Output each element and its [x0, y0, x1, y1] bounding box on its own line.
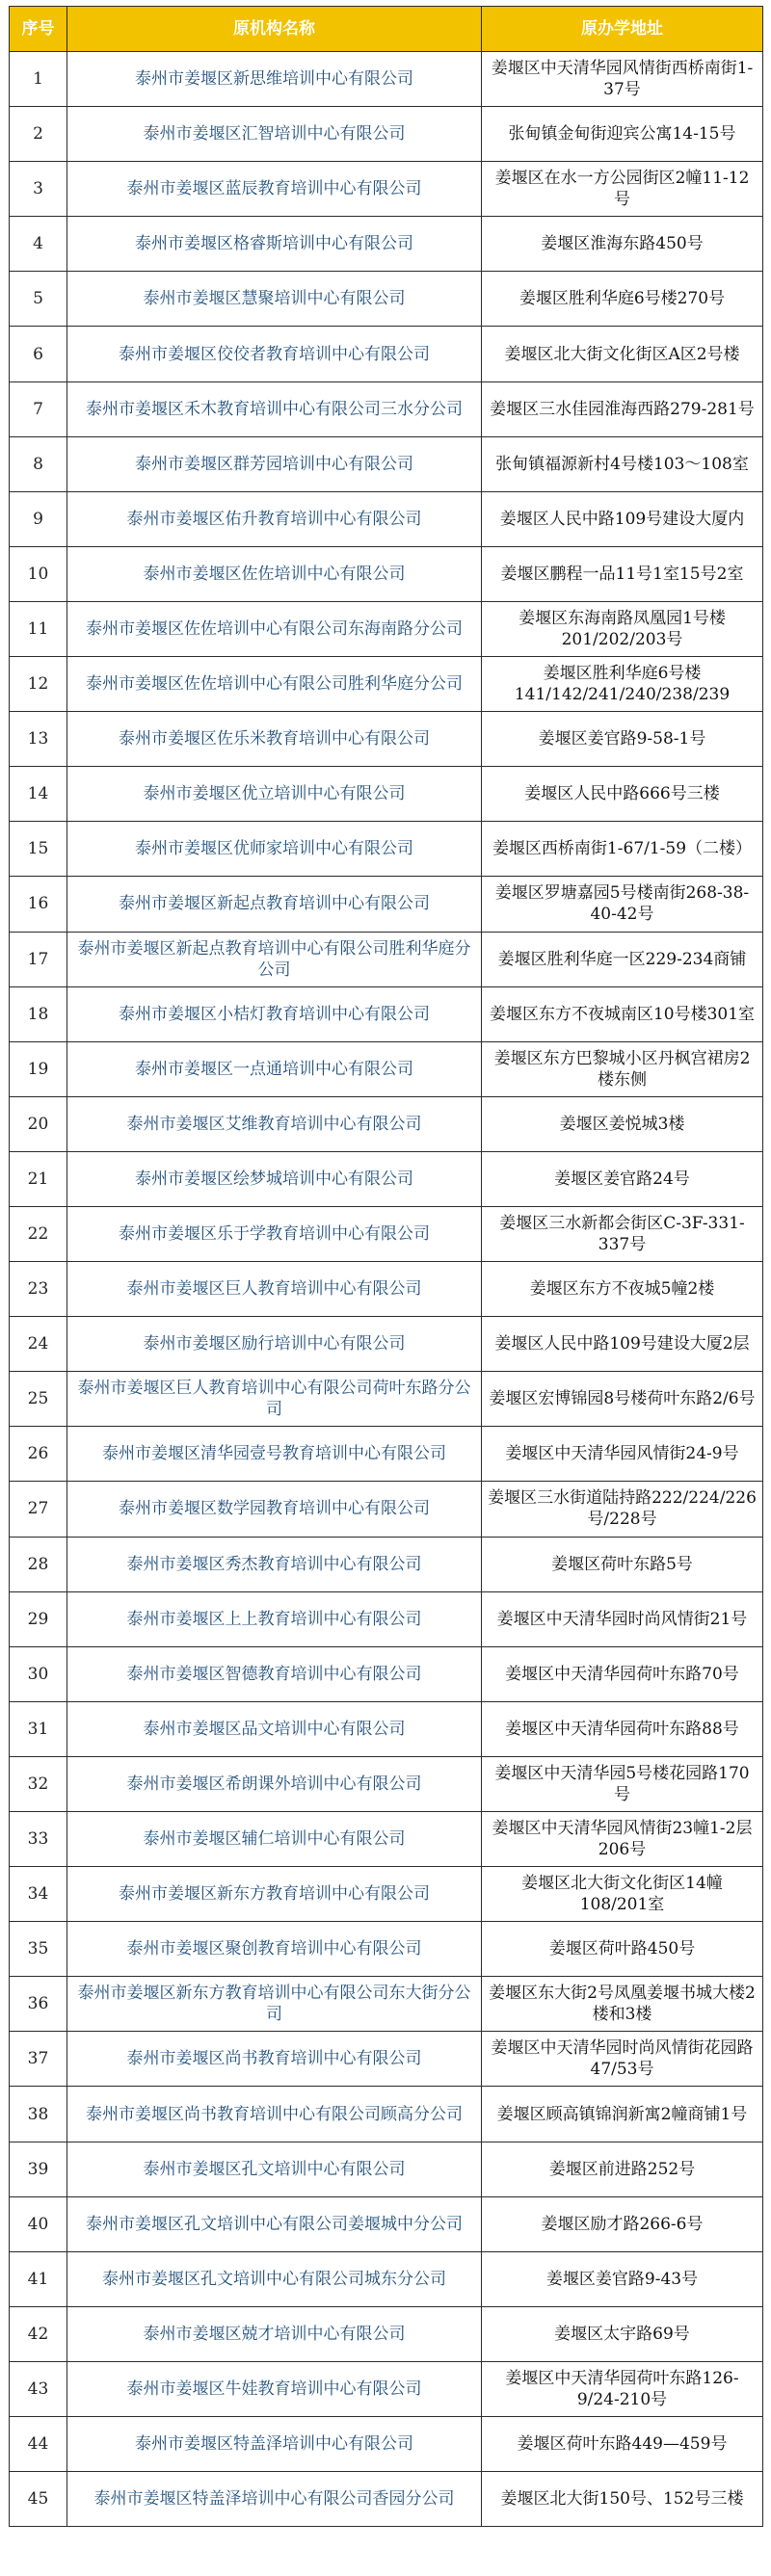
seq-cell: 40	[10, 2196, 67, 2251]
seq-cell: 30	[10, 1646, 67, 1701]
name-cell: 泰州市姜堰区绘梦城培训中心有限公司	[67, 1151, 482, 1206]
seq-cell: 45	[10, 2472, 67, 2527]
seq-cell: 5	[10, 272, 67, 327]
name-cell: 泰州市姜堰区新起点教育培训中心有限公司胜利华庭分公司	[67, 932, 482, 986]
table-row	[10, 1427, 763, 1482]
name-cell: 泰州市姜堰区新东方教育培训中心有限公司东大街分公司	[67, 1977, 482, 2032]
name-cell: 泰州市姜堰区尚书教育培训中心有限公司	[67, 2032, 482, 2087]
address-cell: 姜堰区荷叶东路449—459号	[482, 2417, 763, 2472]
seq-cell: 37	[10, 2032, 67, 2087]
seq-cell: 11	[10, 601, 67, 656]
name-cell: 泰州市姜堰区励行培训中心有限公司	[67, 1317, 482, 1372]
name-cell: 泰州市姜堰区辅仁培训中心有限公司	[67, 1812, 482, 1867]
table-row	[10, 657, 763, 712]
name-cell: 泰州市姜堰区优立培训中心有限公司	[67, 767, 482, 822]
seq-cell: 26	[10, 1427, 67, 1482]
name-cell: 泰州市姜堰区优师家培训中心有限公司	[67, 822, 482, 877]
name-cell: 泰州市姜堰区佼佼者教育培训中心有限公司	[67, 327, 482, 381]
seq-cell: 42	[10, 2306, 67, 2361]
table-row	[10, 546, 763, 601]
address-cell: 姜堰区北大街文化街区A区2号楼	[482, 327, 763, 381]
address-cell: 姜堰区太宇路69号	[482, 2306, 763, 2361]
address-cell: 姜堰区胜利华庭一区229-234商铺	[482, 932, 763, 986]
name-cell: 泰州市姜堰区孔文培训中心有限公司城东分公司	[67, 2251, 482, 2306]
seq-cell: 4	[10, 217, 67, 272]
name-cell: 泰州市姜堰区新思维培训中心有限公司	[67, 52, 482, 107]
table-row	[10, 1041, 763, 1096]
table-row	[10, 2142, 763, 2196]
table-row	[10, 2417, 763, 2472]
seq-cell: 36	[10, 1977, 67, 2032]
address-cell: 姜堰区姜官路9-43号	[482, 2251, 763, 2306]
seq-cell: 38	[10, 2087, 67, 2142]
seq-cell: 9	[10, 491, 67, 546]
table-row	[10, 601, 763, 656]
address-cell: 姜堰区鹏程一品11号1室15号2室	[482, 546, 763, 601]
table-row	[10, 2306, 763, 2361]
seq-cell: 39	[10, 2142, 67, 2196]
seq-cell: 13	[10, 712, 67, 767]
name-cell: 泰州市姜堰区孔文培训中心有限公司	[67, 2142, 482, 2196]
seq-cell: 16	[10, 877, 67, 932]
institution-table	[9, 6, 763, 2527]
seq-cell: 20	[10, 1096, 67, 1151]
address-cell: 张甸镇金甸街迎宾公寓14-15号	[482, 107, 763, 162]
seq-cell: 33	[10, 1812, 67, 1867]
name-cell: 泰州市姜堰区新起点教育培训中心有限公司	[67, 877, 482, 932]
seq-cell: 15	[10, 822, 67, 877]
address-cell: 姜堰区荷叶东路5号	[482, 1537, 763, 1591]
name-cell: 泰州市姜堰区汇智培训中心有限公司	[67, 107, 482, 162]
table-row	[10, 491, 763, 546]
address-cell: 姜堰区三水佳园淮海西路279-281号	[482, 381, 763, 436]
seq-cell: 44	[10, 2417, 67, 2472]
address-cell: 姜堰区顾高镇锦润新寓2幢商铺1号	[482, 2087, 763, 2142]
header-seq: 序号	[10, 7, 67, 52]
name-cell: 泰州市姜堰区上上教育培训中心有限公司	[67, 1591, 482, 1646]
address-cell: 姜堰区中天清华园时尚风情街21号	[482, 1591, 763, 1646]
table-row	[10, 1317, 763, 1372]
address-cell: 姜堰区东海南路凤凰园1号楼201/202/203号	[482, 601, 763, 656]
seq-cell: 6	[10, 327, 67, 381]
table-row	[10, 1867, 763, 1922]
table-row	[10, 2087, 763, 2142]
name-cell: 泰州市姜堰区兢才培训中心有限公司	[67, 2306, 482, 2361]
name-cell: 泰州市姜堰区一点通培训中心有限公司	[67, 1041, 482, 1096]
address-cell: 姜堰区人民中路109号建设大厦2层	[482, 1317, 763, 1372]
seq-cell: 29	[10, 1591, 67, 1646]
seq-cell: 1	[10, 52, 67, 107]
seq-cell: 3	[10, 162, 67, 217]
table-row	[10, 1482, 763, 1537]
address-cell: 姜堰区中天清华园荷叶东路126-9/24-210号	[482, 2361, 763, 2416]
header-address: 原办学地址	[482, 7, 763, 52]
table-row	[10, 1977, 763, 2032]
table-row	[10, 217, 763, 272]
name-cell: 泰州市姜堰区佑升教育培训中心有限公司	[67, 491, 482, 546]
address-cell: 姜堰区三水街道陆持路222/224/226号/228号	[482, 1482, 763, 1537]
seq-cell: 2	[10, 107, 67, 162]
seq-cell: 32	[10, 1756, 67, 1811]
address-cell: 姜堰区姜悦城3楼	[482, 1096, 763, 1151]
table-body	[10, 52, 763, 2527]
address-cell: 姜堰区励才路266-6号	[482, 2196, 763, 2251]
address-cell: 姜堰区东方不夜城南区10号楼301室	[482, 986, 763, 1041]
table-row	[10, 1096, 763, 1151]
address-cell: 姜堰区中天清华园5号楼花园路170号	[482, 1756, 763, 1811]
seq-cell: 28	[10, 1537, 67, 1591]
table-row	[10, 877, 763, 932]
address-cell: 姜堰区西桥南街1-67/1-59（二楼）	[482, 822, 763, 877]
seq-cell: 17	[10, 932, 67, 986]
seq-cell: 18	[10, 986, 67, 1041]
seq-cell: 34	[10, 1867, 67, 1922]
address-cell: 姜堰区中天清华园风情街24-9号	[482, 1427, 763, 1482]
table-header-row	[10, 7, 763, 52]
address-cell: 姜堰区中天清华园时尚风情街花园路47/53号	[482, 2032, 763, 2087]
table-row	[10, 822, 763, 877]
address-cell: 姜堰区姜官路24号	[482, 1151, 763, 1206]
address-cell: 姜堰区人民中路109号建设大厦内	[482, 491, 763, 546]
name-cell: 泰州市姜堰区佐佐培训中心有限公司	[67, 546, 482, 601]
table-row	[10, 1591, 763, 1646]
seq-cell: 43	[10, 2361, 67, 2416]
address-cell: 姜堰区胜利华庭6号楼270号	[482, 272, 763, 327]
name-cell: 泰州市姜堰区品文培训中心有限公司	[67, 1701, 482, 1756]
name-cell: 泰州市姜堰区特盖泽培训中心有限公司香园分公司	[67, 2472, 482, 2527]
table-row	[10, 162, 763, 217]
table-row	[10, 52, 763, 107]
name-cell: 泰州市姜堰区希朗课外培训中心有限公司	[67, 1756, 482, 1811]
table-row	[10, 2361, 763, 2416]
name-cell: 泰州市姜堰区群芳园培训中心有限公司	[67, 436, 482, 491]
seq-cell: 19	[10, 1041, 67, 1096]
table-row	[10, 2472, 763, 2527]
table-row	[10, 2196, 763, 2251]
table-row	[10, 1537, 763, 1591]
address-cell: 姜堰区在水一方公园街区2幢11-12号	[482, 162, 763, 217]
name-cell: 泰州市姜堰区佐乐米教育培训中心有限公司	[67, 712, 482, 767]
seq-cell: 35	[10, 1922, 67, 1977]
table-row	[10, 932, 763, 986]
table-row	[10, 2032, 763, 2087]
seq-cell: 14	[10, 767, 67, 822]
address-cell: 姜堰区北大街150号、152号三楼	[482, 2472, 763, 2527]
name-cell: 泰州市姜堰区特盖泽培训中心有限公司	[67, 2417, 482, 2472]
table-row	[10, 1922, 763, 1977]
name-cell: 泰州市姜堰区巨人教育培训中心有限公司	[67, 1262, 482, 1317]
seq-cell: 7	[10, 381, 67, 436]
table-row	[10, 2251, 763, 2306]
name-cell: 泰州市姜堰区佐佐培训中心有限公司东海南路分公司	[67, 601, 482, 656]
name-cell: 泰州市姜堰区秀杰教育培训中心有限公司	[67, 1537, 482, 1591]
table-row	[10, 1262, 763, 1317]
table-row	[10, 712, 763, 767]
table-row	[10, 1646, 763, 1701]
table-row	[10, 986, 763, 1041]
address-cell: 姜堰区三水新都会街区C-3F-331-337号	[482, 1206, 763, 1261]
seq-cell: 22	[10, 1206, 67, 1261]
name-cell: 泰州市姜堰区数学园教育培训中心有限公司	[67, 1482, 482, 1537]
seq-cell: 41	[10, 2251, 67, 2306]
address-cell: 姜堰区中天清华园荷叶东路88号	[482, 1701, 763, 1756]
seq-cell: 25	[10, 1372, 67, 1427]
table-row	[10, 272, 763, 327]
address-cell: 姜堰区中天清华园荷叶东路70号	[482, 1646, 763, 1701]
address-cell: 姜堰区荷叶路450号	[482, 1922, 763, 1977]
address-cell: 姜堰区姜官路9-58-1号	[482, 712, 763, 767]
name-cell: 泰州市姜堰区艾维教育培训中心有限公司	[67, 1096, 482, 1151]
name-cell: 泰州市姜堰区佐佐培训中心有限公司胜利华庭分公司	[67, 657, 482, 712]
table-row	[10, 1151, 763, 1206]
seq-cell: 31	[10, 1701, 67, 1756]
header-name: 原机构名称	[67, 7, 482, 52]
seq-cell: 27	[10, 1482, 67, 1537]
name-cell: 泰州市姜堰区牛娃教育培训中心有限公司	[67, 2361, 482, 2416]
address-cell: 姜堰区北大街文化街区14幢108/201室	[482, 1867, 763, 1922]
table-row	[10, 107, 763, 162]
name-cell: 泰州市姜堰区禾木教育培训中心有限公司三水分公司	[67, 381, 482, 436]
address-cell: 姜堰区中天清华园风情街西桥南街1-37号	[482, 52, 763, 107]
seq-cell: 8	[10, 436, 67, 491]
name-cell: 泰州市姜堰区乐于学教育培训中心有限公司	[67, 1206, 482, 1261]
address-cell: 姜堰区淮海东路450号	[482, 217, 763, 272]
name-cell: 泰州市姜堰区小桔灯教育培训中心有限公司	[67, 986, 482, 1041]
table-row	[10, 436, 763, 491]
address-cell: 姜堰区中天清华园风情街23幢1-2层 206号	[482, 1812, 763, 1867]
table-row	[10, 327, 763, 381]
address-cell: 张甸镇福源新村4号楼103～108室	[482, 436, 763, 491]
name-cell: 泰州市姜堰区慧聚培训中心有限公司	[67, 272, 482, 327]
seq-cell: 10	[10, 546, 67, 601]
seq-cell: 24	[10, 1317, 67, 1372]
address-cell: 姜堰区胜利华庭6号楼141/142/241/240/238/239	[482, 657, 763, 712]
name-cell: 泰州市姜堰区格睿斯培训中心有限公司	[67, 217, 482, 272]
address-cell: 姜堰区前进路252号	[482, 2142, 763, 2196]
address-cell: 姜堰区罗塘嘉园5号楼南街268-38-40-42号	[482, 877, 763, 932]
name-cell: 泰州市姜堰区孔文培训中心有限公司姜堰城中分公司	[67, 2196, 482, 2251]
address-cell: 姜堰区东方巴黎城小区丹枫宫裙房2楼东侧	[482, 1041, 763, 1096]
name-cell: 泰州市姜堰区清华园壹号教育培训中心有限公司	[67, 1427, 482, 1482]
name-cell: 泰州市姜堰区尚书教育培训中心有限公司顾高分公司	[67, 2087, 482, 2142]
table-row	[10, 767, 763, 822]
table-row	[10, 1756, 763, 1811]
table-row	[10, 1701, 763, 1756]
seq-cell: 23	[10, 1262, 67, 1317]
table-row	[10, 1812, 763, 1867]
name-cell: 泰州市姜堰区聚创教育培训中心有限公司	[67, 1922, 482, 1977]
seq-cell: 21	[10, 1151, 67, 1206]
name-cell: 泰州市姜堰区新东方教育培训中心有限公司	[67, 1867, 482, 1922]
name-cell: 泰州市姜堰区蓝辰教育培训中心有限公司	[67, 162, 482, 217]
table-row	[10, 1206, 763, 1261]
table-row	[10, 1372, 763, 1427]
address-cell: 姜堰区宏博锦园8号楼荷叶东路2/6号	[482, 1372, 763, 1427]
address-cell: 姜堰区东大街2号凤凰姜堰书城大楼2楼和3楼	[482, 1977, 763, 2032]
table-row	[10, 381, 763, 436]
name-cell: 泰州市姜堰区智德教育培训中心有限公司	[67, 1646, 482, 1701]
name-cell: 泰州市姜堰区巨人教育培训中心有限公司荷叶东路分公司	[67, 1372, 482, 1427]
seq-cell: 12	[10, 657, 67, 712]
address-cell: 姜堰区人民中路666号三楼	[482, 767, 763, 822]
address-cell: 姜堰区东方不夜城5幢2楼	[482, 1262, 763, 1317]
